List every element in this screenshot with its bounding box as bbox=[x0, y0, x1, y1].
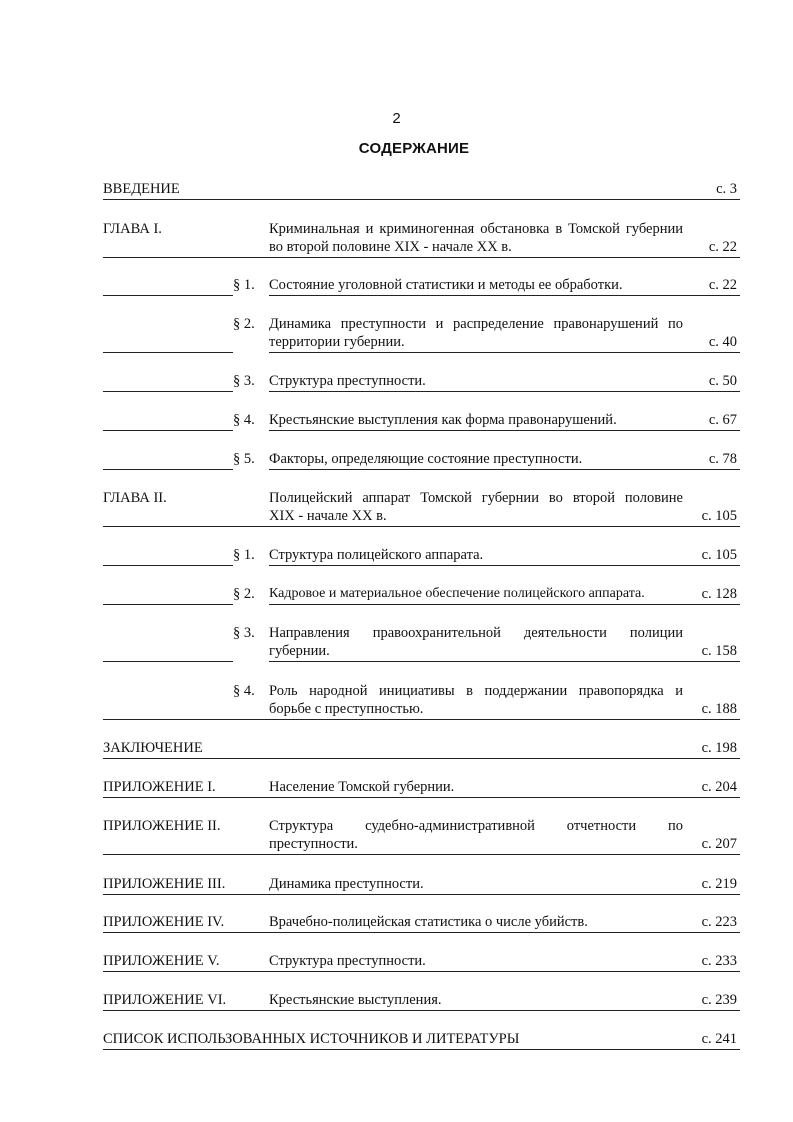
entry-title-line: Направления правоохранительной деятельности полиции bbox=[269, 625, 683, 641]
entry-underline-right bbox=[269, 661, 740, 662]
entry-page: с. 241 bbox=[701, 1031, 737, 1047]
entry-page: с. 22 bbox=[708, 277, 737, 293]
toc-entry-introduction[interactable] bbox=[103, 180, 740, 200]
toc-entry-section[interactable] bbox=[103, 372, 740, 392]
entry-underline-right bbox=[269, 391, 740, 392]
entry-paragraph-sign: § 2. bbox=[233, 586, 255, 602]
entry-underline-right bbox=[269, 352, 740, 353]
entry-page: с. 204 bbox=[701, 779, 737, 795]
entry-underline bbox=[103, 932, 740, 933]
toc-entry-section[interactable] bbox=[103, 315, 740, 355]
entry-paragraph-sign: § 3. bbox=[233, 625, 255, 641]
toc-entry-section[interactable] bbox=[103, 682, 740, 722]
entry-title-line: борьбе с преступностью. bbox=[269, 701, 424, 717]
toc-entry-bibliography[interactable] bbox=[103, 1030, 740, 1050]
entry-page: с. 207 bbox=[701, 836, 737, 852]
entry-title-line: Факторы, определяющие состояние преступности. bbox=[269, 451, 583, 467]
entry-underline-left bbox=[103, 295, 233, 296]
entry-underline bbox=[103, 719, 740, 720]
entry-underline bbox=[103, 257, 740, 258]
entry-title-line: Структура преступности. bbox=[269, 373, 426, 389]
entry-label: ЗАКЛЮЧЕНИЕ bbox=[103, 740, 203, 756]
entry-underline-right bbox=[269, 604, 740, 605]
entry-underline bbox=[103, 526, 740, 527]
entry-paragraph-sign: § 2. bbox=[233, 316, 255, 332]
entry-page: с. 219 bbox=[701, 876, 737, 892]
entry-title-line: Население Томской губернии. bbox=[269, 779, 455, 795]
toc-entry-appendix-4[interactable] bbox=[103, 913, 740, 933]
entry-underline bbox=[103, 1010, 740, 1011]
entry-paragraph-sign: § 1. bbox=[233, 277, 255, 293]
entry-label: ПРИЛОЖЕНИЕ I. bbox=[103, 779, 216, 795]
toc-entry-section[interactable] bbox=[103, 411, 740, 431]
entry-page: с. 239 bbox=[701, 992, 737, 1008]
entry-title-line: во второй половине XIX - начале XX в. bbox=[269, 239, 512, 255]
entry-underline-left bbox=[103, 661, 233, 662]
entry-label: СПИСОК ИСПОЛЬЗОВАННЫХ ИСТОЧНИКОВ И ЛИТЕРАТУРЫ bbox=[103, 1031, 520, 1047]
entry-label: ВВЕДЕНИЕ bbox=[103, 181, 180, 197]
entry-page: с. 105 bbox=[701, 547, 737, 563]
toc-entry-section[interactable] bbox=[103, 546, 740, 566]
entry-underline-left bbox=[103, 430, 233, 431]
entry-underline bbox=[103, 199, 740, 200]
toc-entry-appendix-2[interactable] bbox=[103, 817, 740, 857]
toc-entry-appendix-3[interactable] bbox=[103, 875, 740, 895]
entry-underline bbox=[103, 894, 740, 895]
entry-underline bbox=[103, 797, 740, 798]
entry-page: с. 78 bbox=[708, 451, 737, 467]
toc-entry-appendix-1[interactable] bbox=[103, 778, 740, 798]
entry-underline-right bbox=[269, 295, 740, 296]
entry-title-line: Роль народной инициативы в поддержании правопорядка и bbox=[269, 683, 683, 699]
entry-label: ГЛАВА II. bbox=[103, 490, 167, 506]
page-title: СОДЕРЖАНИЕ bbox=[358, 140, 470, 157]
entry-title-line: Структура преступности. bbox=[269, 953, 426, 969]
entry-underline bbox=[103, 971, 740, 972]
toc-entry-section[interactable] bbox=[103, 624, 740, 664]
entry-paragraph-sign: § 5. bbox=[233, 451, 255, 467]
entry-page: с. 223 bbox=[701, 914, 737, 930]
entry-title-line: Структура судебно-административной отчетности по bbox=[269, 818, 683, 834]
entry-label: ГЛАВА I. bbox=[103, 221, 162, 237]
entry-underline-right bbox=[269, 469, 740, 470]
entry-underline-right bbox=[269, 565, 740, 566]
entry-underline-left bbox=[103, 352, 233, 353]
entry-page: с. 3 bbox=[716, 181, 737, 197]
entry-title-line: Врачебно-полицейская статистика о числе убийств. bbox=[269, 914, 588, 930]
toc-entry-section[interactable] bbox=[103, 450, 740, 470]
entry-title-line: Кадровое и материальное обеспечение полицейского аппарата. bbox=[269, 586, 645, 601]
toc-entry-chapter-1[interactable] bbox=[103, 220, 740, 260]
toc-entry-chapter-2[interactable] bbox=[103, 489, 740, 529]
entry-paragraph-sign: § 4. bbox=[233, 412, 255, 428]
entry-page: с. 22 bbox=[708, 239, 737, 255]
toc-entry-conclusion[interactable] bbox=[103, 739, 740, 759]
entry-page: с. 128 bbox=[701, 586, 737, 602]
entry-title-line: Динамика преступности. bbox=[269, 876, 424, 892]
entry-underline-left bbox=[103, 565, 233, 566]
entry-label: ПРИЛОЖЕНИЕ II. bbox=[103, 818, 221, 834]
entry-underline-left bbox=[103, 469, 233, 470]
entry-underline bbox=[103, 854, 740, 855]
entry-label: ПРИЛОЖЕНИЕ III. bbox=[103, 876, 226, 892]
page-number: 2 bbox=[392, 110, 401, 127]
entry-paragraph-sign: § 3. bbox=[233, 373, 255, 389]
entry-label: ПРИЛОЖЕНИЕ IV. bbox=[103, 914, 225, 930]
entry-page: с. 40 bbox=[708, 334, 737, 350]
entry-underline bbox=[103, 1049, 740, 1050]
toc-entry-section[interactable] bbox=[103, 585, 740, 605]
entry-title-line: Динамика преступности и распределение правонарушений по bbox=[269, 316, 683, 332]
entry-page: с. 188 bbox=[701, 701, 737, 717]
entry-label: ПРИЛОЖЕНИЕ V. bbox=[103, 953, 220, 969]
entry-underline-left bbox=[103, 604, 233, 605]
entry-title-line: Криминальная и криминогенная обстановка в Томской губернии bbox=[269, 221, 683, 237]
toc-entry-appendix-6[interactable] bbox=[103, 991, 740, 1011]
entry-page: с. 67 bbox=[708, 412, 737, 428]
entry-underline bbox=[103, 758, 740, 759]
entry-title-line: преступности. bbox=[269, 836, 358, 852]
entry-label: ПРИЛОЖЕНИЕ VI. bbox=[103, 992, 227, 1008]
entry-underline-right bbox=[269, 430, 740, 431]
entry-page: с. 233 bbox=[701, 953, 737, 969]
entry-title-line: территории губернии. bbox=[269, 334, 405, 350]
entry-title-line: XIX - начале XX в. bbox=[269, 508, 387, 524]
entry-page: с. 105 bbox=[701, 508, 737, 524]
entry-title-line: Крестьянские выступления. bbox=[269, 992, 442, 1008]
entry-paragraph-sign: § 1. bbox=[233, 547, 255, 563]
entry-page: с. 158 bbox=[701, 643, 737, 659]
entry-underline-left bbox=[103, 391, 233, 392]
entry-paragraph-sign: § 4. bbox=[233, 683, 255, 699]
toc-entry-section[interactable] bbox=[103, 276, 740, 296]
entry-title-line: Крестьянские выступления как форма правонарушений. bbox=[269, 412, 617, 428]
entry-page: с. 198 bbox=[701, 740, 737, 756]
toc-entry-appendix-5[interactable] bbox=[103, 952, 740, 972]
entry-title-line: губернии. bbox=[269, 643, 330, 659]
entry-title-line: Структура полицейского аппарата. bbox=[269, 547, 484, 563]
entry-title-line: Полицейский аппарат Томской губернии во второй половине bbox=[269, 490, 683, 506]
entry-title-line: Состояние уголовной статистики и методы ее обработки. bbox=[269, 277, 623, 293]
entry-page: с. 50 bbox=[708, 373, 737, 389]
